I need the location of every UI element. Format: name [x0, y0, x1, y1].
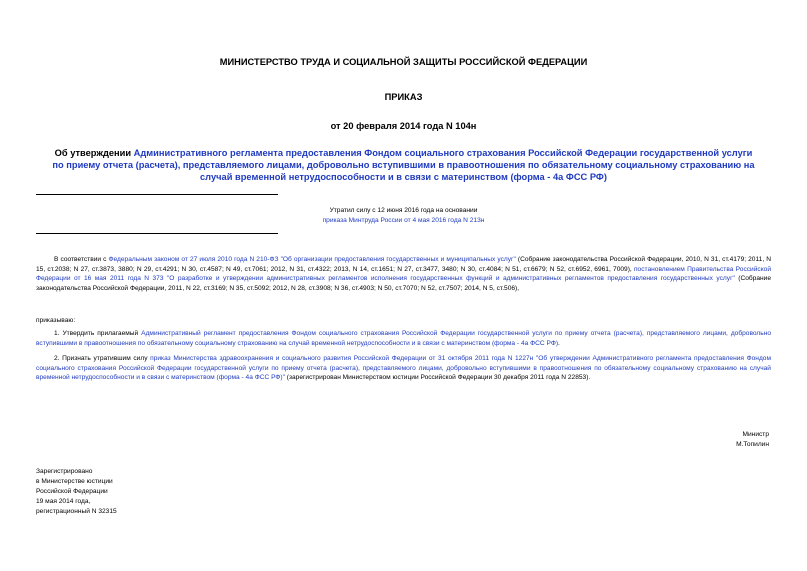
order-word: приказываю:	[36, 317, 76, 324]
item-1-suffix: .	[558, 339, 560, 347]
item-1-paragraph	[36, 329, 771, 348]
doc-type-heading: ПРИКАЗ	[384, 92, 423, 102]
item-2-suffix: (зарегистрирован Министерством юстиции Российской Федерации 30 декабря 2011 года N 22853).	[284, 374, 591, 382]
item-2-paragraph	[36, 354, 771, 383]
preamble-text-1: В соответствии с	[54, 256, 109, 263]
item-1-prefix: 1. Утвердить прилагаемый	[54, 330, 142, 337]
preamble-paragraph	[36, 255, 771, 293]
preamble-text-3: (Собрание законодательства Российской Федерации, 2011, N 22, ст.3169; N 35, ст.5092; 2012, N 28, ст.3908; N 36, ст.4903; N 50, ст.7070; N 52, ст.7507; 2014, N 5, ст.506),	[36, 275, 771, 292]
regulation-link[interactable]: Административный регламент предоставления Фондом социального страхования Российской Федерации государственной услуги по приему отчета (расчета), представляемого лицами, добровольно вступившими в правоотношения по обязательному социальному страхованию на случай временной нетрудоспособности и в связи с материнством (форма - 4а ФСС РФ)	[36, 330, 771, 347]
date-number: от 20 февраля 2014 года N 104н	[330, 121, 477, 131]
title-prefix: Об утверждении	[54, 148, 134, 158]
status-note-link[interactable]: приказа Минтруда России от 4 мая 2016 года N 213н	[322, 217, 485, 224]
divider-top	[36, 194, 278, 195]
signature-position: Министр	[742, 431, 769, 438]
registration-line-5: регистрационный N 32315	[36, 508, 117, 515]
status-note	[36, 206, 771, 226]
ministry-heading: МИНИСТЕРСТВО ТРУДА И СОЦИАЛЬНОЙ ЗАЩИТЫ РОССИЙСКОЙ ФЕДЕРАЦИИ	[219, 57, 588, 67]
registration-line-1: Зарегистрировано	[36, 468, 93, 475]
status-note-line1: Утратил силу с 12 июня 2016 года на основании	[329, 207, 478, 214]
registration-line-2: в Министерстве юстиции	[36, 478, 113, 485]
signature-name: М.Топилин	[736, 441, 769, 448]
registration-line-3: Российской Федерации	[36, 488, 108, 495]
registration-block	[36, 467, 117, 517]
revoked-order-link[interactable]: приказ Министерства здравоохранения и социального развития Российской Федерации от 31 октября 2011 года N 1227н "Об утверждении Административного регламента предоставления Фондом социального страхования Российской Федерации государственной услуги по приему отчета (расчета), представляемого лицами, добровольно вступившими в правоотношения по обязательному социальному страхованию на случай временной нетрудоспособности и в связи с материнством (форма - 4а ФСС РФ)"	[36, 355, 771, 382]
government-decree-link[interactable]: постановлением Правительства Российской Федерации от 16 мая 2011 года N 373 "О разработке и утверждении административных регламентов исполнения государственных функций и административных регламентов предоставления государственных услуг"	[36, 265, 772, 283]
divider-bottom	[36, 233, 278, 234]
registration-line-4: 19 мая 2014 года,	[36, 498, 91, 505]
document-title	[48, 147, 759, 183]
federal-law-link[interactable]: Федеральным законом от 27 июля 2010 года N 210-ФЗ "Об организации предоставления государственных и муниципальных услуг"	[108, 256, 516, 263]
title-regulation-link[interactable]: Административного регламента предоставления Фондом социального страхования Российской Федерации государственной услуги по приему отчета (расчета), представляемого лицами, добровольно вступившими в правоотношения по обязательному социальному страхованию на случай временной нетрудоспособности и в связи с материнством (форма - 4а ФСС РФ)	[52, 148, 755, 182]
item-2-prefix: 2. Признать утратившим силу	[54, 355, 151, 362]
preamble-text-2: (Собрание законодательства Российской Федерации, 2010, N 31, ст.4179; 2011, N 15, ст.2038; N 27, ст.3873, 3880; N 29, ст.4291; N 30, ст.4587; N 49, ст.7061; 2012, N 31, ст.4322; 2013, N 14, ст.1651; N 27, ст.3477, 3480; N 30, ст.4084; N 51, ст.6679; N 52, ст.6952, 6961, 7009),	[36, 256, 771, 273]
signature-block	[736, 430, 769, 450]
